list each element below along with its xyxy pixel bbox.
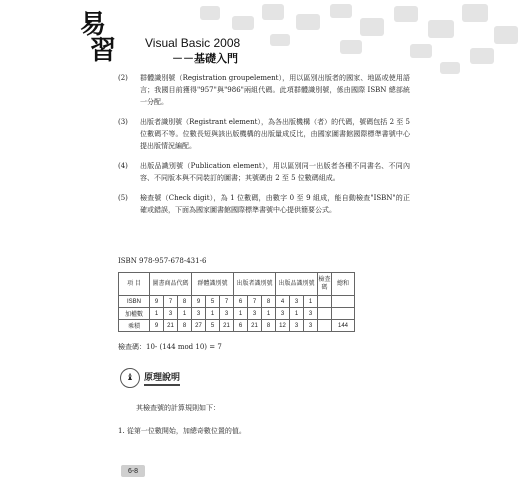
table-row <box>119 320 355 332</box>
item-text: 出版者識別號（Registrant element），為各出版機構（者）的代碼，號碼包括 2 至 5 位數碼不等。位數長短與該出版機構的出版量成反比，由國家圖書館國際標準書號中心提出版情況編配。 <box>140 118 410 150</box>
header-check: 檢查碼 <box>318 273 332 296</box>
table-cell: 4 <box>276 296 290 308</box>
list-item <box>118 160 410 184</box>
table-cell: 9 <box>150 296 164 308</box>
row-label: 乘積 <box>119 320 150 332</box>
table-cell: 8 <box>178 296 192 308</box>
header-group-2: 群體識別號 <box>192 273 234 296</box>
list-item <box>118 192 410 216</box>
table-cell: 7 <box>164 296 178 308</box>
table-cell: 5 <box>206 296 220 308</box>
table-cell: 1 <box>206 308 220 320</box>
table-cell: 1 <box>150 308 164 320</box>
table-cell: 3 <box>192 308 206 320</box>
table-cell <box>318 320 332 332</box>
table-cell: 3 <box>304 308 318 320</box>
item-text: 群體識別號（Registration groupelement），用以區別出版者的國家、地區或使用語言；我國目前獲得"957"與"986"兩組代碼。此項群體識別號，係由國際 ISBN 總部統一分配。 <box>140 74 410 106</box>
book-logo <box>80 12 118 64</box>
table-cell: 12 <box>276 320 290 332</box>
table-cell: 6 <box>234 296 248 308</box>
table-cell: 3 <box>276 308 290 320</box>
header-total: 總和 <box>332 273 355 296</box>
item-number: (2) <box>118 74 128 82</box>
table-cell: 1 <box>304 296 318 308</box>
table-cell: 21 <box>164 320 178 332</box>
table-cell: 1 <box>290 308 304 320</box>
logo-char-1: 易 <box>80 10 109 40</box>
item-list <box>118 72 410 224</box>
header-group-1: 圖書商品代碼 <box>150 273 192 296</box>
table-cell: 1 <box>178 308 192 320</box>
header-item: 項 目 <box>119 273 150 296</box>
table-cell: 7 <box>220 296 234 308</box>
row-label: ISBN <box>119 296 150 308</box>
item-number: (3) <box>118 118 128 126</box>
isbn-table <box>118 272 355 332</box>
list-item <box>118 116 410 152</box>
table-cell: 8 <box>178 320 192 332</box>
table-cell: 3 <box>290 296 304 308</box>
table-cell: 5 <box>206 320 220 332</box>
table-cell: 3 <box>248 308 262 320</box>
table-cell <box>332 308 355 320</box>
table-cell <box>318 308 332 320</box>
table-cell: 8 <box>262 296 276 308</box>
table-cell: 7 <box>248 296 262 308</box>
check-digit-formula: 檢查碼：10- (144 mod 10) = 7 <box>118 343 222 351</box>
table-cell: 8 <box>262 320 276 332</box>
page-number: 6-8 <box>121 465 145 477</box>
table-cell: 3 <box>304 320 318 332</box>
step-1-text: 1. 從第一位數開始，加總奇數位置的值。 <box>118 427 246 435</box>
table-cell: 3 <box>164 308 178 320</box>
intro-text: 其檢查號的計算規則如下： <box>136 404 220 412</box>
isbn-label: ISBN 978-957-678-431-6 <box>118 257 207 265</box>
row-label: 加權數 <box>119 308 150 320</box>
logo-char-2: 習 <box>90 36 119 66</box>
table-cell: 9 <box>150 320 164 332</box>
list-item <box>118 72 410 108</box>
item-text: 出版品識別號（Publication element），用以區別同一出版者各種不同書名、不同內容、不同版本與不同裝訂的圖書；其號碼由 2 至 5 位數碼組成。 <box>140 162 410 182</box>
table-cell: 27 <box>192 320 206 332</box>
table-cell: 9 <box>192 296 206 308</box>
table-cell: 21 <box>248 320 262 332</box>
table-row <box>119 308 355 320</box>
header-group-3: 出版者識別號 <box>234 273 276 296</box>
book-title: Visual Basic 2008 <box>145 36 241 50</box>
item-text: 檢查號（Check digit），為 1 位數碼，由數字 0 至 9 組成，能自動檢查"ISBN"的正確或錯誤，下面為國家圖書館國際標準書號中心提供簡要公式。 <box>140 194 410 214</box>
book-subtitle: －－基礎入門 <box>172 53 238 65</box>
table-cell <box>332 296 355 308</box>
table-row <box>119 296 355 308</box>
table-cell <box>318 296 332 308</box>
header-group-4: 出版品識別號 <box>276 273 318 296</box>
table-cell: 3 <box>290 320 304 332</box>
table-cell: 1 <box>234 308 248 320</box>
item-number: (5) <box>118 194 128 202</box>
table-cell: 144 <box>332 320 355 332</box>
principle-heading <box>120 368 180 388</box>
table-cell: 6 <box>234 320 248 332</box>
chess-bishop-icon: ♝ <box>120 368 140 388</box>
principle-label: 原理說明 <box>144 370 180 386</box>
item-number: (4) <box>118 162 128 170</box>
table-cell: 1 <box>262 308 276 320</box>
table-cell: 21 <box>220 320 234 332</box>
table-header-row <box>119 273 355 296</box>
table-cell: 3 <box>220 308 234 320</box>
